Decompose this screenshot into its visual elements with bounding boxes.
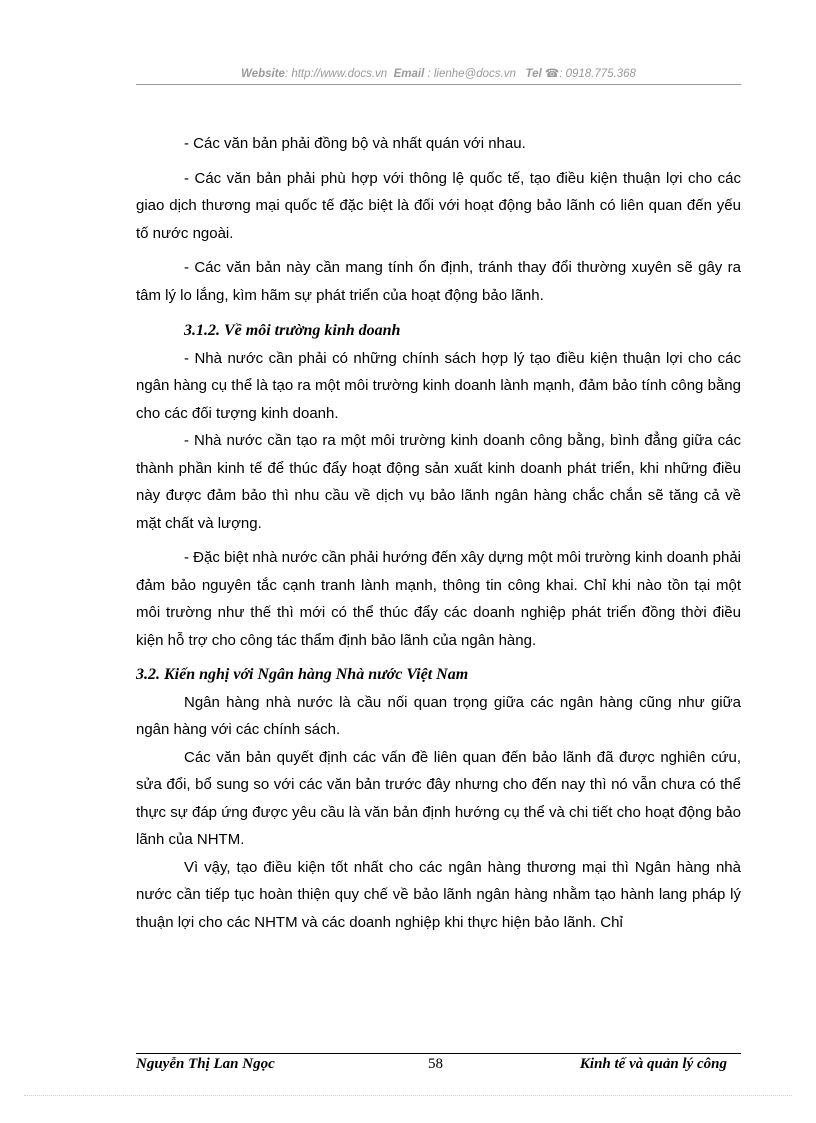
website-label: Website [241,68,285,80]
header-divider [136,84,741,85]
paragraph-6: - Đặc biệt nhà nước cần phải hướng đến xây dựng một môi trường kinh doanh phải đảm bảo nguyên tắc cạnh tranh lành mạnh, thông tin công khai. Chỉ khi nào tồn tại một môi trường như thế thì mới có thể thúc đẩy các doanh nghiệp phát triển đồng thời điều kiện hỗ trợ cho công tác thẩm định bảo lãnh của ngân hàng. [136,549,741,649]
paragraph-8: Các văn bản quyết định các vấn đề liên quan đến bảo lãnh đã được nghiên cứu, sửa đổi, bổ sung so với các văn bản trước đây nhưng cho đến nay thì nó vẫn chưa có thể thực sự đáp ứng được yêu cầu là văn bản định hướng cụ thể và chi tiết cho hoạt động bảo lãnh của NHTM. [136,748,741,848]
email-label: Email [393,68,425,80]
paragraph-3: - Các văn bản này cần mang tính ổn định, tránh thay đổi thường xuyên sẽ gây ra tâm lý lo lắng, kìm hãm sự phát triển của hoạt động bảo lãnh. [136,259,741,304]
section-heading-3-2: 3.2. Kiến nghị với Ngân hàng Nhà nước Việt Nam [136,666,469,683]
paragraph-5: - Nhà nước cần tạo ra một môi trường kinh doanh công bằng, bình đẳng giữa các thành phần kinh tế để thúc đẩy hoạt động sản xuất kinh doanh phát triển, khi những điều này được đảm bảo thì nhu cầu về dịch vụ bảo lãnh ngân hàng chắc chắn sẽ tăng cả về mặt chất và lượng. [136,432,741,532]
page-edge-dotted-line [24,1095,792,1096]
page-footer [136,1056,741,1078]
paragraph-2: - Các văn bản phải phù hợp với thông lệ quốc tế, tạo điều kiện thuận lợi cho các giao dịch thương mại quốc tế đặc biệt là đối với hoạt động bảo lãnh có liên quan đến yếu tố nước ngoài. [136,169,741,242]
paragraph-7: Ngân hàng nhà nước là cầu nối quan trọng giữa các ngân hàng cũng như giữa ngân hàng với các chính sách. [136,693,741,738]
page-body [136,130,741,936]
page-header [136,66,741,80]
paragraph-1: - Các văn bản phải đồng bộ và nhất quán với nhau. [184,135,526,152]
paragraph-9: Vì vậy, tạo điều kiện tốt nhất cho các ngân hàng thương mại thì Ngân hàng nhà nước cần tiếp tục hoàn thiện quy chế về bảo lãnh ngân hàng nhằm tạo hành lang pháp lý thuận lợi cho các NHTM và các doanh nghiệp khi thực hiện bảo lãnh. Chỉ [136,858,741,931]
footer-department: Kinh tế và quản lý công [579,1056,727,1072]
footer-author: Nguyễn Thị Lan Ngọc [136,1056,275,1072]
website-value: : http://www.docs.vn [284,68,388,80]
footer-divider [136,1053,741,1054]
tel-label: Tel [525,68,542,80]
section-heading-3-1-2: 3.1.2. Về môi trường kinh doanh [184,322,401,339]
tel-value: : 0918.775.368 [559,68,636,80]
email-value: : lienhe@docs.vn [424,68,516,80]
page-number: 58 [428,1056,443,1072]
phone-icon: ☎ [544,68,560,80]
paragraph-4: - Nhà nước cần phải có những chính sách hợp lý tạo điều kiện thuận lợi cho các ngân hàng cụ thể là tạo ra một môi trường kinh doanh lành mạnh, đảm bảo tính công bằng cho các đối tượng kinh doanh. [136,349,741,422]
